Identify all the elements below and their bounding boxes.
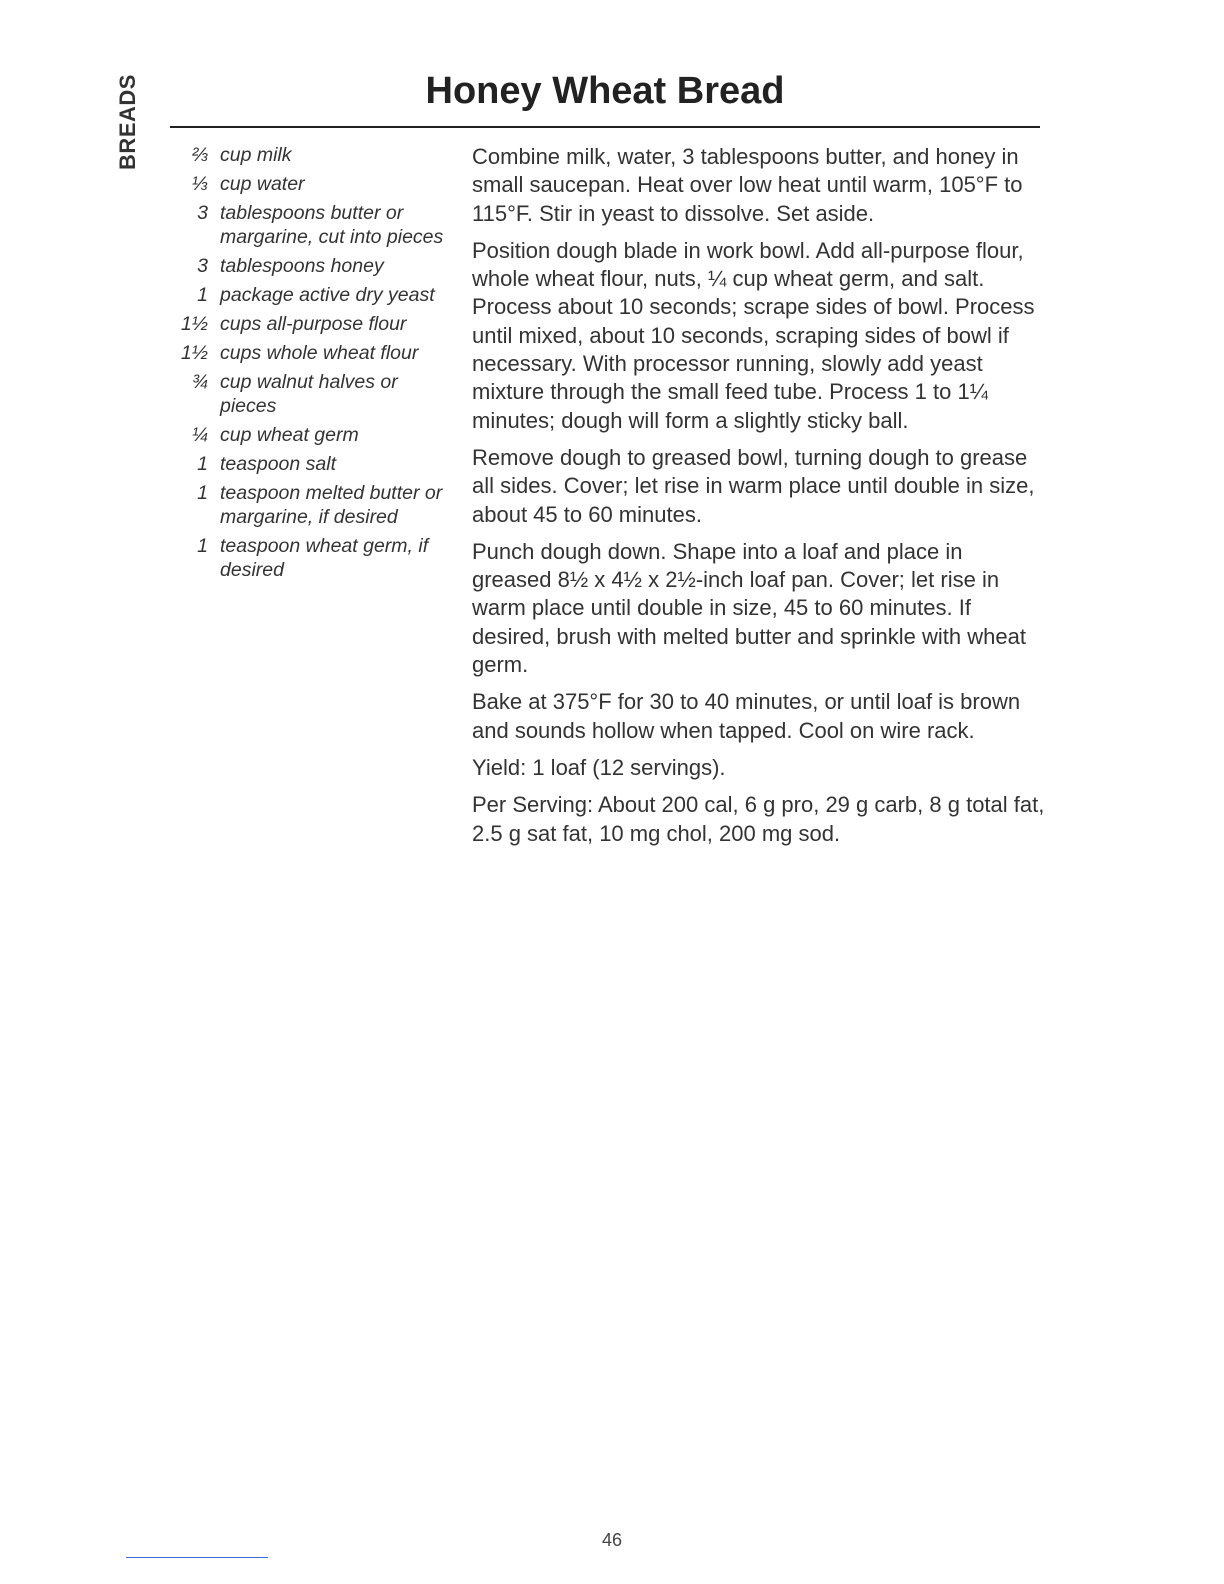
ingredient-qty: ¼ [191,424,208,446]
method-step: Combine milk, water, 3 tablespoons butter, and honey in small saucepan. Heat over low heat until warm, 105°F to 115°F. Stir in yeast to dissolve. Set aside. [472,144,1023,226]
page-title: Honey Wheat Bread [425,70,785,112]
ingredient-item [180,143,450,167]
ingredient-desc: teaspoon salt [220,453,337,475]
footer-line [126,1557,268,1558]
ingredient-item [180,172,450,196]
ingredient-desc: cups whole wheat flour [220,342,419,364]
ingredient-qty: 3 [197,255,208,277]
ingredient-item [180,534,450,582]
ingredient-item [180,341,450,365]
nutrition-text: Per Serving: About 200 cal, 6 g pro, 29 g carb, 8 g total fat, 2.5 g sat fat, 10 mg chol, 200 mg sod. [472,792,1045,846]
ingredient-desc: cup walnut halves or pieces [220,371,398,417]
ingredient-qty: 1½ [180,342,208,364]
ingredient-item [180,283,450,307]
ingredient-desc: cup milk [220,144,292,166]
ingredient-item [180,423,450,447]
method-steps [472,143,1047,857]
method-step: Punch dough down. Shape into a loaf and place in greased 8½ x 4½ x 2½-inch loaf pan. Cover; let rise in warm place until double in size, 45 to 60 minutes. If desired, brush with melted butter and sprinkle with wheat germ. [472,538,1026,678]
ingredient-item [180,481,450,529]
yield-text: Yield: 1 loaf (12 servings). [472,754,726,780]
ingredient-qty: 1 [197,482,208,504]
method-step: Position dough blade in work bowl. Add all-purpose flour, whole wheat flour, nuts, ¼ cup wheat germ, and salt. Process about 10 seconds; scrape sides of bowl. Process until mixed, about 10 seconds, scraping sides of bowl if necessary. With processor running, slowly add yeast mixture through the small feed tube. Process 1 to 1¼ minutes; dough will form a slightly sticky ball. [472,237,1035,433]
ingredient-qty: 1 [197,535,208,557]
ingredient-desc: cups all-purpose flour [220,313,407,335]
section-tab [112,72,144,172]
ingredient-desc: tablespoons butter or margarine, cut into pieces [220,202,444,248]
ingredient-qty: 1½ [180,313,208,335]
page-number: 46 [601,1530,623,1550]
section-tab-label: BREADS [115,74,140,170]
ingredient-item [180,452,450,476]
ingredient-qty: 3 [197,202,208,224]
ingredient-item [180,254,450,278]
ingredient-item [180,201,450,249]
method-step: Remove dough to greased bowl, turning dough to grease all sides. Cover; let rise in warm place until double in size, about 45 to 60 minutes. [472,444,1035,527]
ingredient-list [180,143,450,587]
ingredient-qty: 1 [197,453,208,475]
title-rule [170,126,1040,128]
ingredient-desc: tablespoons honey [220,255,384,277]
ingredient-item [180,312,450,336]
ingredient-desc: cup wheat germ [220,424,359,446]
ingredient-desc: package active dry yeast [220,284,435,306]
ingredient-qty: ⅔ [191,144,208,166]
ingredient-desc: teaspoon wheat germ, if desired [220,535,429,581]
ingredient-desc: teaspoon melted butter or margarine, if desired [220,482,443,528]
ingredient-qty: 1 [197,284,208,306]
ingredient-qty: ⅓ [191,173,208,195]
ingredient-qty: ¾ [191,371,208,393]
ingredient-item [180,370,450,418]
method-step: Bake at 375°F for 30 to 40 minutes, or until loaf is brown and sounds hollow when tapped. Cool on wire rack. [472,689,1021,743]
ingredient-desc: cup water [220,173,305,195]
